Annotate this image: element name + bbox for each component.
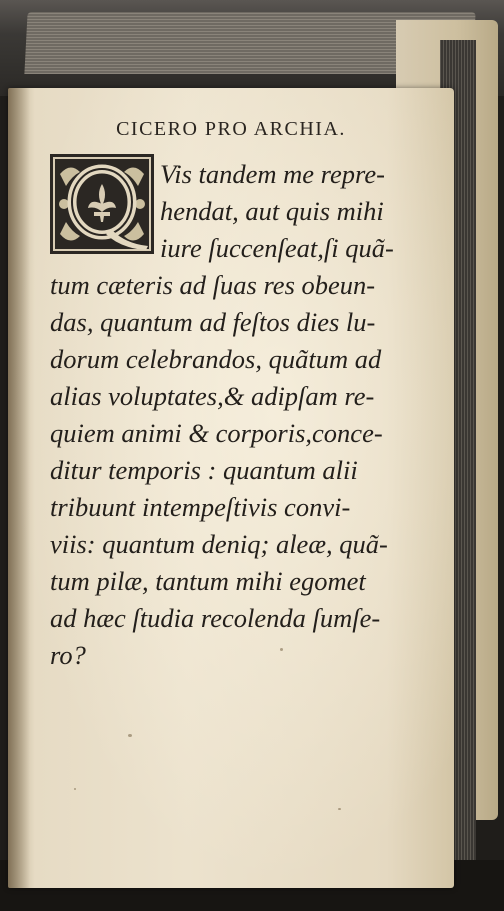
- text-line: viis: quantum deniq; aleæ, quã-: [50, 529, 388, 559]
- text-line: tribuunt intempeſtivis convi-: [50, 492, 351, 522]
- text-line: tum pilæ, tantum mihi egomet: [50, 566, 366, 596]
- text-line: ad hæc ſtudia recolenda ſumſe-: [50, 603, 381, 633]
- text-line: ro?: [50, 640, 86, 670]
- body-text: [50, 156, 436, 674]
- text-line: quiem animi & corporis,conce-: [50, 418, 383, 448]
- running-head: CICERO PRO ARCHIA.: [116, 118, 346, 140]
- text-line: hendat, aut quis mihi: [160, 196, 384, 226]
- gutter-shadow: [8, 88, 30, 888]
- text-line: dorum celebrandos, quãtum ad: [50, 344, 382, 374]
- text-line: tum cæteris ad ſuas res obeun-: [50, 270, 376, 300]
- text-line: Vis tandem me repre-: [160, 159, 385, 189]
- text-line: das, quantum ad feſtos dies lu-: [50, 307, 376, 337]
- text-line: iure ſuccenſeat,ſi quã-: [160, 233, 394, 263]
- text-line: alias voluptates,& adipſam re-: [50, 381, 375, 411]
- text-line: ditur temporis : quantum alii: [50, 455, 358, 485]
- book-page: [8, 88, 454, 888]
